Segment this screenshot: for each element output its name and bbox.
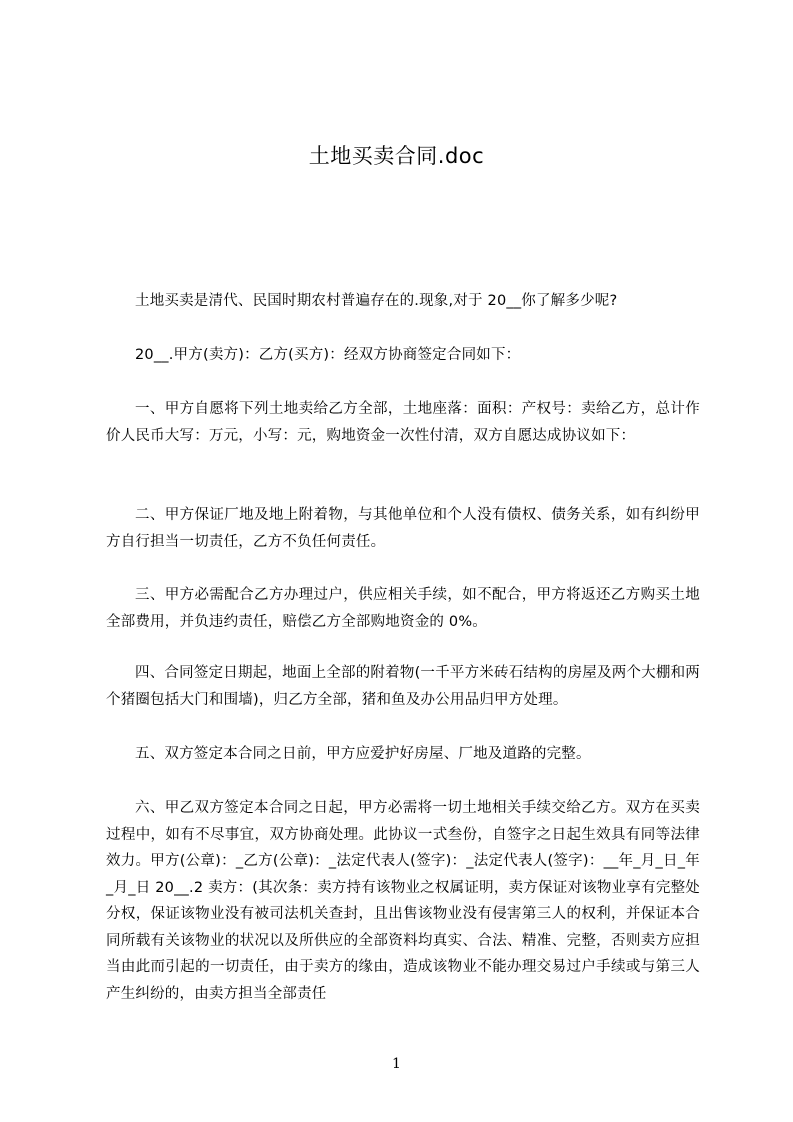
paragraph-clause-1: 一、甲方自愿将下列土地卖给乙方全部，土地座落：面积：产权号：卖给乙方，总计作价人民币大写：万元，小写：元，购地资金一次性付清，双方自愿达成协议如下： <box>106 401 700 444</box>
paragraph-clause-5: 五、双方签定本合同之日前，甲方应爱护好房屋、厂地及道路的完整。 <box>135 746 591 762</box>
paragraph-clause-3: 三、甲方必需配合乙方办理过户，供应相关手续，如不配合，甲方将返还乙方购买土地全部费用，并负违约责任，赔偿乙方全部购地资金的 0%。 <box>106 587 700 630</box>
paragraph-intro: 土地买卖是清代、民国时期农村普遍存在的.现象,对于 20__你了解多少呢? <box>135 293 618 309</box>
paragraph-parties: 20__.甲方(卖方)：乙方(买方)：经双方协商签定合同如下： <box>135 347 521 363</box>
document-title: 土地买卖合同.doc <box>308 144 485 168</box>
paragraph-clause-4: 四、合同签定日期起，地面上全部的附着物(一千平方米砖石结构的房屋及两个大棚和两个猪圈包括大门和围墙)，归乙方全部，猪和鱼及办公用品归甲方处理。 <box>106 665 700 708</box>
page-number: 1 <box>392 1056 401 1072</box>
paragraph-clause-2: 二、甲方保证厂地及地上附着物，与其他单位和个人没有债权、债务关系，如有纠纷甲方自行担当一切责任，乙方不负任何责任。 <box>106 507 700 550</box>
paragraph-clause-6: 六、甲乙双方签定本合同之日起，甲方必需将一切土地相关手续交给乙方。双方在买卖过程中，如有不尽事宜，双方协商处理。此协议一式叁份，自签字之日起生效具有同等法律效力。甲方(公章)：_乙方(公章)：_法定代表人(签字)：_法定代表人(签字)：__年_月_日_年_月_日 20__.2 卖方：(其次条：卖方持有该物业之权属证明，卖方保证对该物业享有完整处分权，保证该物业没有被司法机关查封，且出售该物业没有侵害第三人的权利，并保证本合同所载有关该物业的状况以及所供应的全部资料均真实、合法、精准、完整，否则卖方应担当由此而引起的一切责任，由于卖方的缘由，造成该物业不能办理交易过户手续或与第三人产生纠纷的，由卖方担当全部责任 <box>106 800 700 1002</box>
